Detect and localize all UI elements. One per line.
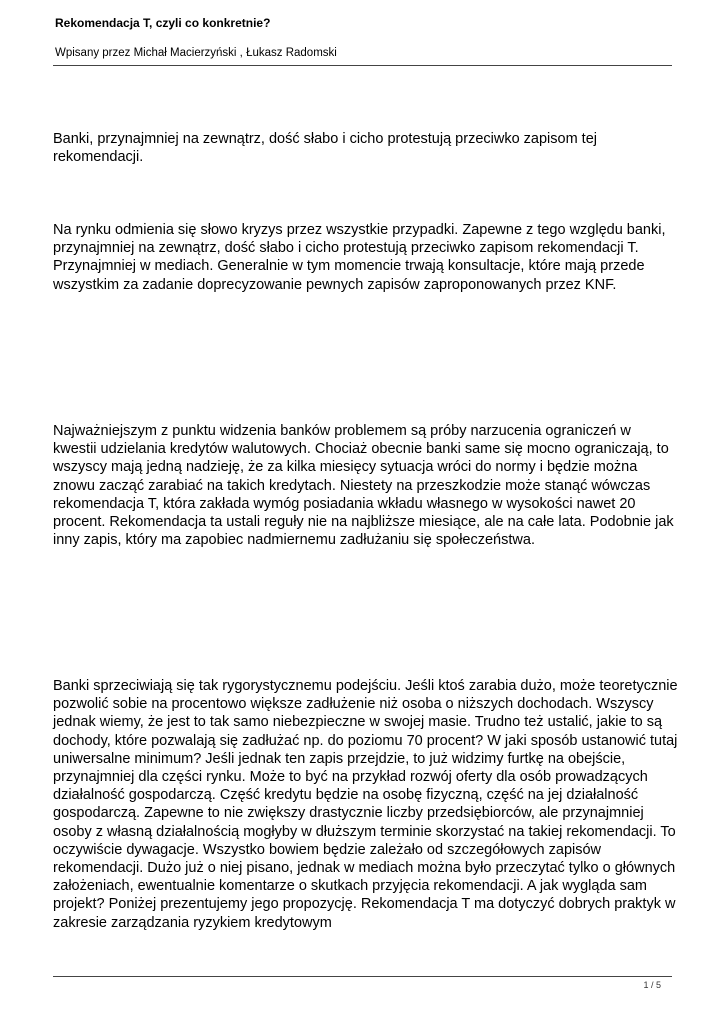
page-header [53, 0, 672, 66]
author-byline: Wpisany przez Michał Macierzyński , Łukasz Radomski [55, 47, 337, 59]
header-divider [53, 65, 672, 66]
footer-divider [53, 976, 672, 977]
document-title: Rekomendacja T, czyli co konkretnie? [55, 16, 271, 30]
body-paragraph: Banki sprzeciwiają się tak rygorystycznemu podejściu. Jeśli ktoś zarabia dużo, może teoretycznie pozwolić sobie na procentowo większe zadłużenie niż osoba o niższych dochodach. Wszyscy jednak wiemy, że jest to tak samo niebezpieczne w swojej masie. Trudno też ustalić, jakie to są dochody, które pozwalają się zadłużać np. do poziomu 70 procent? W jaki sposób ustanowić tutaj uniwersalne minimum? Jeśli jednak ten zapis przejdzie, to już widzimy furtkę na obejście, przynajmniej dla części rynku. Może to być na przykład rozwój oferty dla osób prowadzących działalność gospodarczą. Część kredytu będzie na osobę fizyczną, część na jej działalność gospodarczą. Zapewne to nie zwiększy drastycznie liczby przedsiębiorców, ale przynajmniej osoby z własną działalnością mogłyby w dłuższym terminie skorzystać na takiej rekomendacji. To oczywiście dywagacje. Wszystko bowiem będzie zależało od szczegółowych zapisów rekomendacji. Dużo już o niej pisano, jednak w mediach można było przeczytać tylko o głównych założeniach, ewentualnie komentarze o skutkach przyjęcia rekomendacji. A jak wygląda sam projekt? Poniżej prezentujemy jego propozycję. Rekomendacja T ma dotyczyć dobrych praktyk w zakresie zarządzania ryzykiem kredytowym [53, 678, 678, 931]
body-paragraph: Najważniejszym z punktu widzenia banków problemem są próby narzucenia ograniczeń w kwestii udzielania kredytów walutowych. Chociaż obecnie banki same się mocno ograniczają, to wszyscy mają jedną nadzieję, że za kilka miesięcy sytuacja wróci do normy i będzie można znowu zacząć zarabiać na takich kredytach. Niestety na przeszkodzie może stanąć wówczas rekomendacja T, która zakłada wymóg posiadania wkładu własnego w wysokości nawet 20 procent. Rekomendacja ta ustali reguły nie na najbliższe miesiące, ale na całe lata. Podobnie jak inny zapis, który ma zapobiec nadmiernemu zadłużaniu się społeczeństwa. [53, 423, 674, 549]
body-paragraph: Na rynku odmienia się słowo kryzys przez wszystkie przypadki. Zapewne z tego względu banki, przynajmniej na zewnątrz, dość słabo i cicho protestują przeciwko zapisom rekomendacji T. Przynajmniej w mediach. Generalnie w tym momencie trwają konsultacje, które mają przede wszystkim za zadanie doprecyzowanie pewnych zapisów zaproponowanych przez KNF. [53, 222, 666, 293]
page-number: 1 / 5 [643, 980, 661, 990]
body-paragraph: Banki, przynajmniej na zewnątrz, dość słabo i cicho protestują przeciwko zapisom tej rekomendacji. [53, 131, 597, 166]
